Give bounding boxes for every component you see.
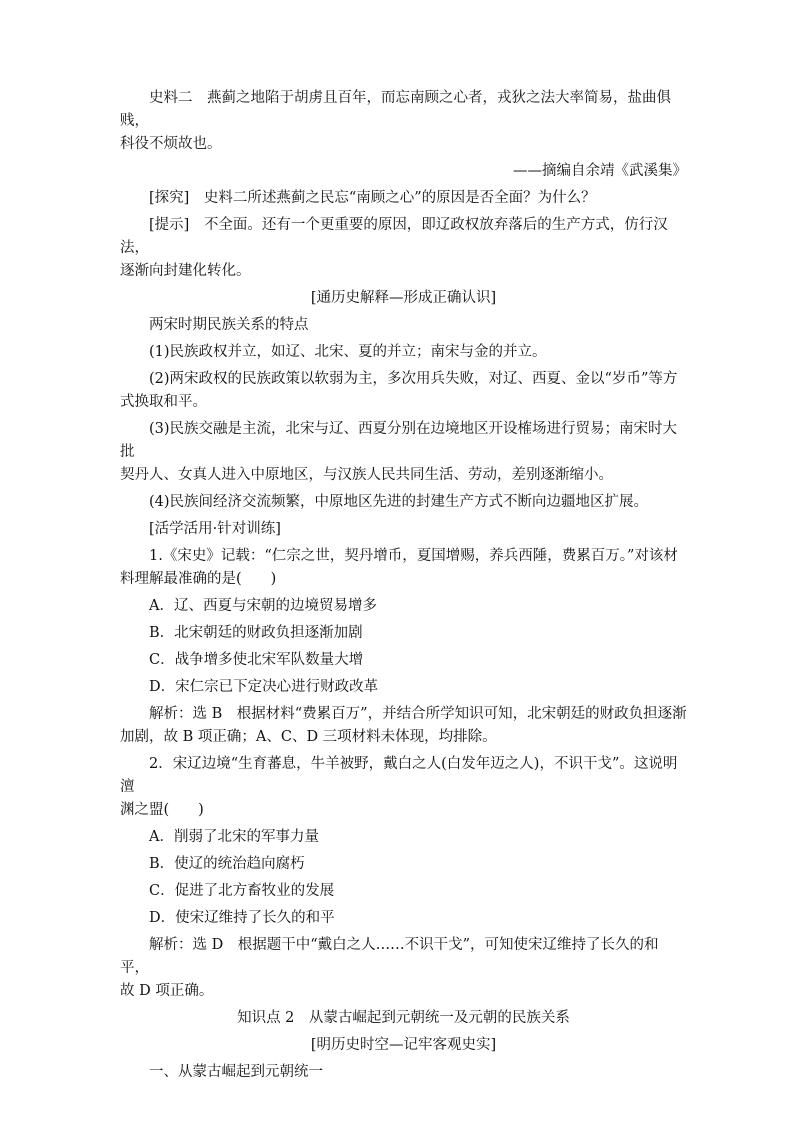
document-body xyxy=(120,87,687,1088)
feature-item-3 xyxy=(120,418,687,487)
explore-question: [探究] 史料二所述燕蓟之民忘“南顾之心”的原因是否全面？为什么？ xyxy=(149,190,596,206)
feature-item-1: (1)民族政权并立，如辽、北宋、夏的并立；南宋与金的并立。 xyxy=(149,344,547,360)
question-1-answer-line-2: 加剧，故 B 项正确；A、C、D 三项材料未体现，均排除。 xyxy=(120,729,497,745)
section-heading-practice: [活学活用·针对训练] xyxy=(149,521,281,537)
question-1-stem xyxy=(120,545,687,591)
question-2-answer-line-2: 故 D 项正确。 xyxy=(120,983,214,999)
subsection-1-title: 一、从蒙古崛起到元朝统一 xyxy=(149,1064,323,1080)
question-1-option-c: C．战争增多使北宋军队数量大增 xyxy=(149,652,364,668)
section-heading-time: [明历史时空—记牢客观史实] xyxy=(310,1037,497,1053)
question-2-stem xyxy=(120,753,687,822)
feature-item-2-line-1: (2)两宋政权的民族政策以软弱为主，多次用兵失败，对辽、西夏、金以“岁币”等方 xyxy=(149,371,678,387)
feature-item-4: (4)民族间经济交流频繁，中原地区先进的封建生产方式不断向边疆地区扩展。 xyxy=(149,494,649,510)
question-1-option-b: B．北宋朝廷的财政负担逐渐加剧 xyxy=(149,625,363,641)
hint-line-2: 逐渐向封建化转化。 xyxy=(120,263,251,279)
material-2-line-2: 科役不烦故也。 xyxy=(120,136,222,152)
material-2-line-1: 史料二 燕蓟之地陷于胡虏且百年，而忘南顾之心者，戎狄之法大率简易，盐曲俱贱， xyxy=(120,90,671,129)
feature-item-2-line-2: 式换取和平。 xyxy=(120,394,207,410)
question-1-option-a: A．辽、西夏与宋朝的边境贸易增多 xyxy=(149,598,377,614)
question-2-option-a: A．削弱了北宋的军事力量 xyxy=(149,829,319,845)
section-heading-history: [通历史解释—形成正确认识] xyxy=(310,290,497,306)
question-2-option-d: D．使宋辽维持了长久的和平 xyxy=(149,910,335,926)
question-2-stem-line-1: 2．宋辽边境“生育蕃息，牛羊被野，戴白之人(白发年迈之人)，不识干戈”。这说明澶 xyxy=(120,756,678,795)
question-2-stem-line-2: 渊之盟( ) xyxy=(120,802,204,818)
question-2-option-c: C．促进了北方畜牧业的发展 xyxy=(149,883,335,899)
features-title: 两宋时期民族关系的特点 xyxy=(149,317,309,333)
question-1-stem-line-1: 1.《宋史》记载：“仁宗之世，契丹增币，夏国增赐，养兵西陲，费累百万。”对该材 xyxy=(149,548,678,564)
question-1-option-d: D．宋仁宗已下定决心进行财政改革 xyxy=(149,679,379,695)
question-2-answer xyxy=(120,934,687,1003)
question-1-answer-line-1: 解析：选 B 根据材料“费累百万”，并结合所学知识可知，北宋朝廷的财政负担逐渐 xyxy=(149,706,687,722)
feature-item-3-line-1: (3)民族交融是主流，北宋与辽、西夏分别在边境地区开设榷场进行贸易；南宋时大批 xyxy=(120,421,678,460)
hint-line-1: [提示] 不全面。还有一个更重要的原因，即辽政权放弃落后的生产方式，仿行汉法， xyxy=(120,217,668,256)
question-1-answer xyxy=(120,703,687,749)
feature-item-2 xyxy=(120,368,687,414)
hint-block xyxy=(120,214,687,283)
question-2-answer-line-1: 解析：选 D 根据题干中“戴白之人……不识干戈”，可知使宋辽维持了长久的和平， xyxy=(120,937,659,976)
material-2 xyxy=(120,87,687,156)
question-1-stem-line-2: 料理解最准确的是( ) xyxy=(120,571,277,587)
material-2-source: ——摘编自余靖《武溪集》 xyxy=(513,163,687,179)
knowledge-point-2-title: 知识点 2 从蒙古崛起到元朝统一及元朝的民族关系 xyxy=(237,1010,570,1026)
feature-item-3-line-2: 契丹人、女真人进入中原地区，与汉族人民共同生活、劳动，差别逐渐缩小。 xyxy=(120,467,613,483)
question-2-option-b: B．使辽的统治趋向腐朽 xyxy=(149,856,305,872)
